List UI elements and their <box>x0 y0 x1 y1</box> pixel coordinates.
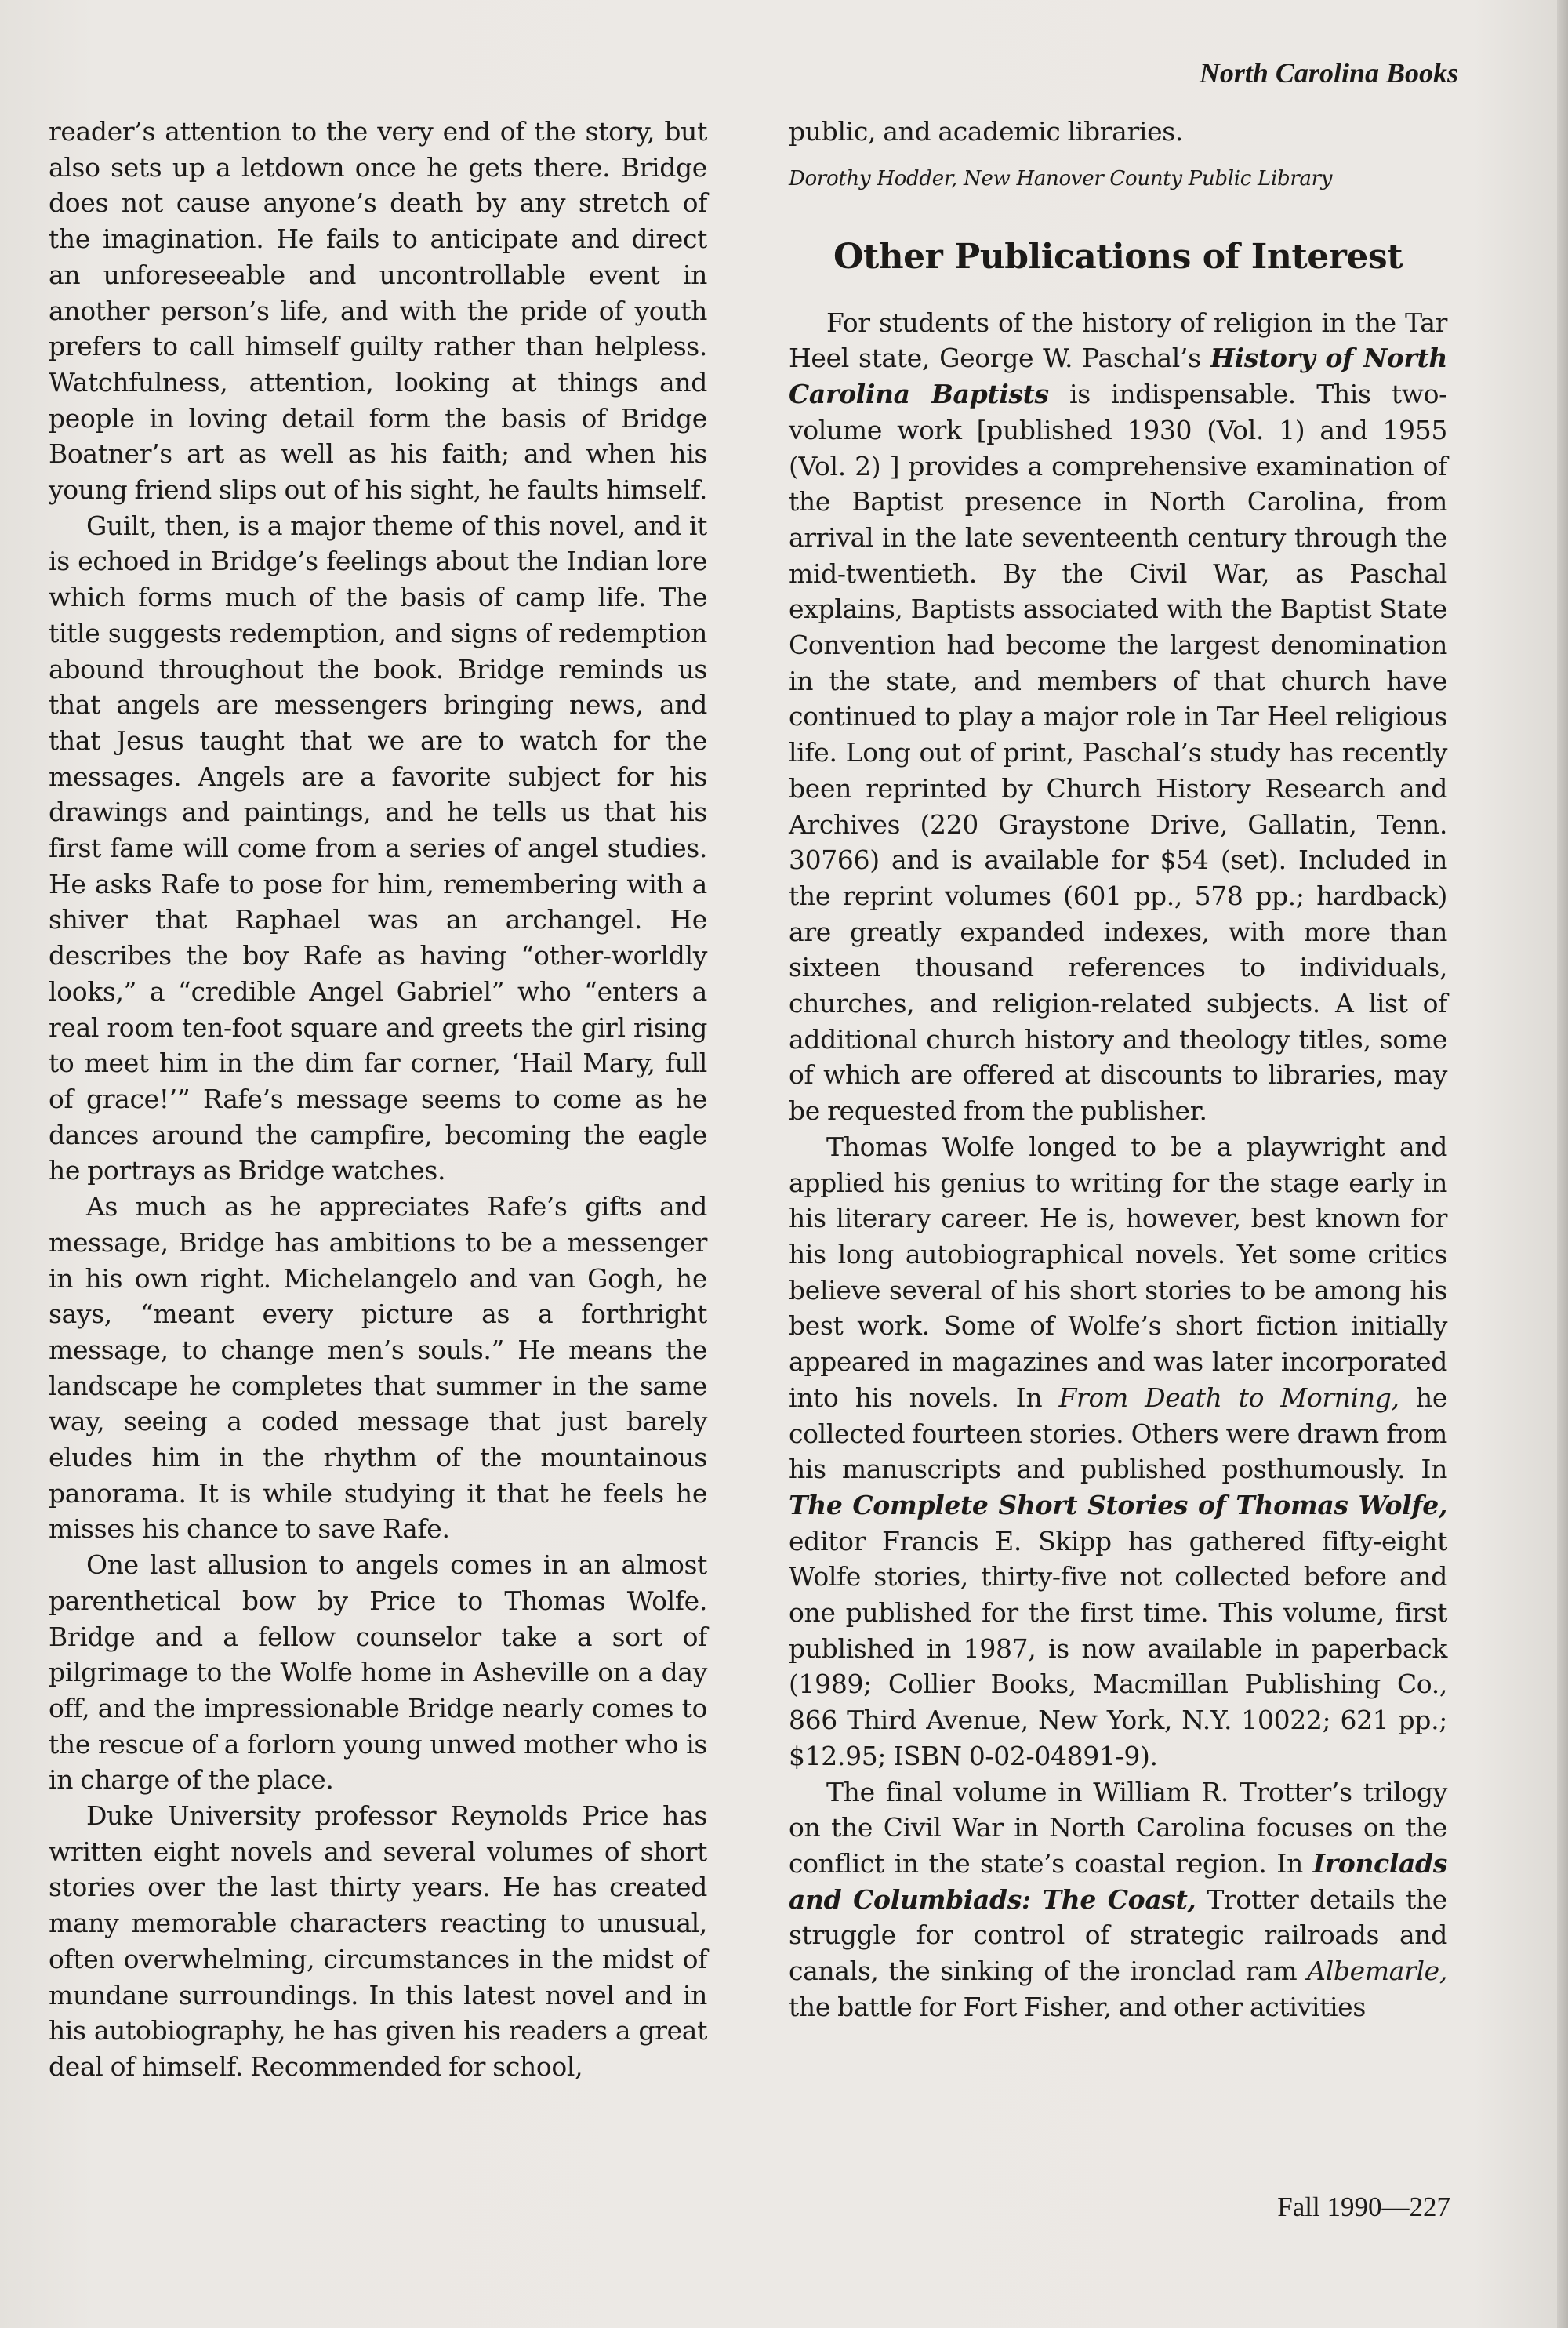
body-paragraph: reader’s attention to the very end of the story, but also sets up a letdown once he gets there. Bridge does not cause anyone’s death by any stretch of the imagination. He fails to anticipate and direct an unforeseeable and uncontrollable event in another person’s life, and with the pride of youth prefers to call himself guilty rather than helpless. Watchfulness, attention, looking at things and people in loving detail form the basis of Bridge Boatner’s art as well as his faith; and when his young friend slips out of his sight, he faults himself. <box>49 116 707 506</box>
text-run: editor Francis E. Skipp has gathered fifty-eight Wolfe stories, thirty-five not collected before and one published for the first time. This volume, first published in 1987, is now available in paperback (1989; Collier Books, Macmillan Publishing Co., 866 Third Avenue, New York, N.Y. 10022; 621 pp.; $12.95; ISBN 0-02-04891-9). <box>789 1525 1447 1771</box>
book-title: Ironclads and Columbiads: The Coast, <box>789 1847 1447 1915</box>
text-run: he collected fourteen stories. Others were drawn from his manuscripts and published posthumously. In <box>789 1382 1447 1485</box>
text-run: For students of the history of religion in the Tar Heel state, George W. Paschal’s <box>789 307 1447 374</box>
body-paragraph: As much as he appreciates Rafe’s gifts and message, Bridge has ambitions to be a messenger in his own right. Michelangelo and van Gogh, he says, “meant every picture as a forthright message, to change men’s souls.” He means the landscape he completes that summer in the same way, seeing a coded message that just barely eludes him in the rhythm of the mountainous panorama. It is while studying it that he feels he misses his chance to save Rafe. <box>49 1191 707 1545</box>
reviewer-byline: Dorothy Hodder, New Hanover County Public Library <box>789 166 1333 191</box>
left-column <box>49 114 707 2085</box>
text-run: the battle for Fort Fisher, and other activities <box>789 1991 1366 2022</box>
page-folio: Fall 1990—227 <box>1277 2192 1450 2222</box>
text-run: is indispensable. This two-volume work [published 1930 (Vol. 1) and 1955 (Vol. 2) ] provides a comprehensive examination of the Baptist presence in North Carolina, from arrival in the late seventeenth century through the mid-twentieth. By the Civil War, as Paschal explains, Baptists associated with the Baptist State Convention had become the largest denomination in the state, and members of that church have continued to play a major role in Tar Heel religious life. Long out of print, Paschal’s study has recently been reprinted by Church History Research and Archives (220 Graystone Drive, Gallatin, Tenn. 30766) and is available for $54 (set). Included in the reprint volumes (601 pp., 578 pp.; hardback) are greatly expanded indexes, with more than sixteen thousand references to individuals, churches, and religion-related subjects. A list of additional church history and theology titles, some of which are offered at discounts to libraries, may be requested from the publisher. <box>789 379 1447 1127</box>
text-run: Thomas Wolfe longed to be a playwright and applied his genius to writing for the stage early in his literary career. He is, however, best known for his long autobiographical novels. Yet some critics believe several of his short stories to be among his best work. Some of Wolfe’s short fiction initially appeared in magazines and was later incorporated into his novels. In <box>789 1131 1447 1413</box>
page-edge-shadow <box>1557 0 1568 2328</box>
book-title: From Death to Morning, <box>1058 1382 1399 1413</box>
running-header: North Carolina Books <box>1199 57 1458 89</box>
review-closing-line: public, and academic libraries. <box>789 116 1184 147</box>
right-column <box>789 114 1447 2025</box>
body-paragraph: Guilt, then, is a major theme of this novel, and it is echoed in Bridge’s feelings about the Indian lore which forms much of the basis of camp life. The title suggests redemption, and signs of redemption abound throughout the book. Bridge reminds us that angels are messengers bringing news, and that Jesus taught that we are to watch for the messages. Angels are a favorite subject for his drawings and paintings, and he tells us that his first fame will come from a series of angel studies. He asks Rafe to pose for him, remembering with a shiver that Raphael was an archangel. He describes the boy Rafe as having “other-worldly looks,” a “credible Angel Gabriel” who “enters a real room ten-foot square and greets the girl rising to meet him in the dim far corner, ‘Hail Mary, full of grace!’” Rafe’s message seems to come as he dances around the campfire, becoming the eagle he portrays as Bridge watches. <box>49 510 707 1186</box>
book-title: The Complete Short Stories of Thomas Wolfe, <box>789 1489 1447 1520</box>
text-run: Trotter details the struggle for control of strategic railroads and canals, the sinking of the ironclad ram <box>789 1883 1447 1987</box>
body-paragraph <box>789 1774 1447 2025</box>
body-paragraph: One last allusion to angels comes in an almost parenthetical bow by Price to Thomas Wolfe. Bridge and a fellow counselor take a sort of pilgrimage to the Wolfe home in Asheville on a day off, and the impressionable Bridge nearly comes to the rescue of a forlorn young unwed mother who is in charge of the place. <box>49 1549 707 1796</box>
book-title: History of North Carolina Baptists <box>789 343 1447 410</box>
body-paragraph <box>789 305 1447 1129</box>
body-paragraph: Duke University professor Reynolds Price has written eight novels and several volumes of short stories over the last thirty years. He has created many memorable characters reacting to unusual, often overwhelming, circumstances in the midst of mundane surroundings. In this latest novel and in his autobiography, he has given his readers a great deal of himself. Recommended for school, <box>49 1800 707 2082</box>
body-paragraph <box>789 1129 1447 1774</box>
text-run: The final volume in William R. Trotter’s trilogy on the Civil War in North Carolina focuses on the conflict in the state’s coastal region. In <box>789 1776 1447 1879</box>
ship-name: Albemarle, <box>1307 1956 1447 1987</box>
section-heading: Other Publications of Interest <box>833 236 1403 277</box>
